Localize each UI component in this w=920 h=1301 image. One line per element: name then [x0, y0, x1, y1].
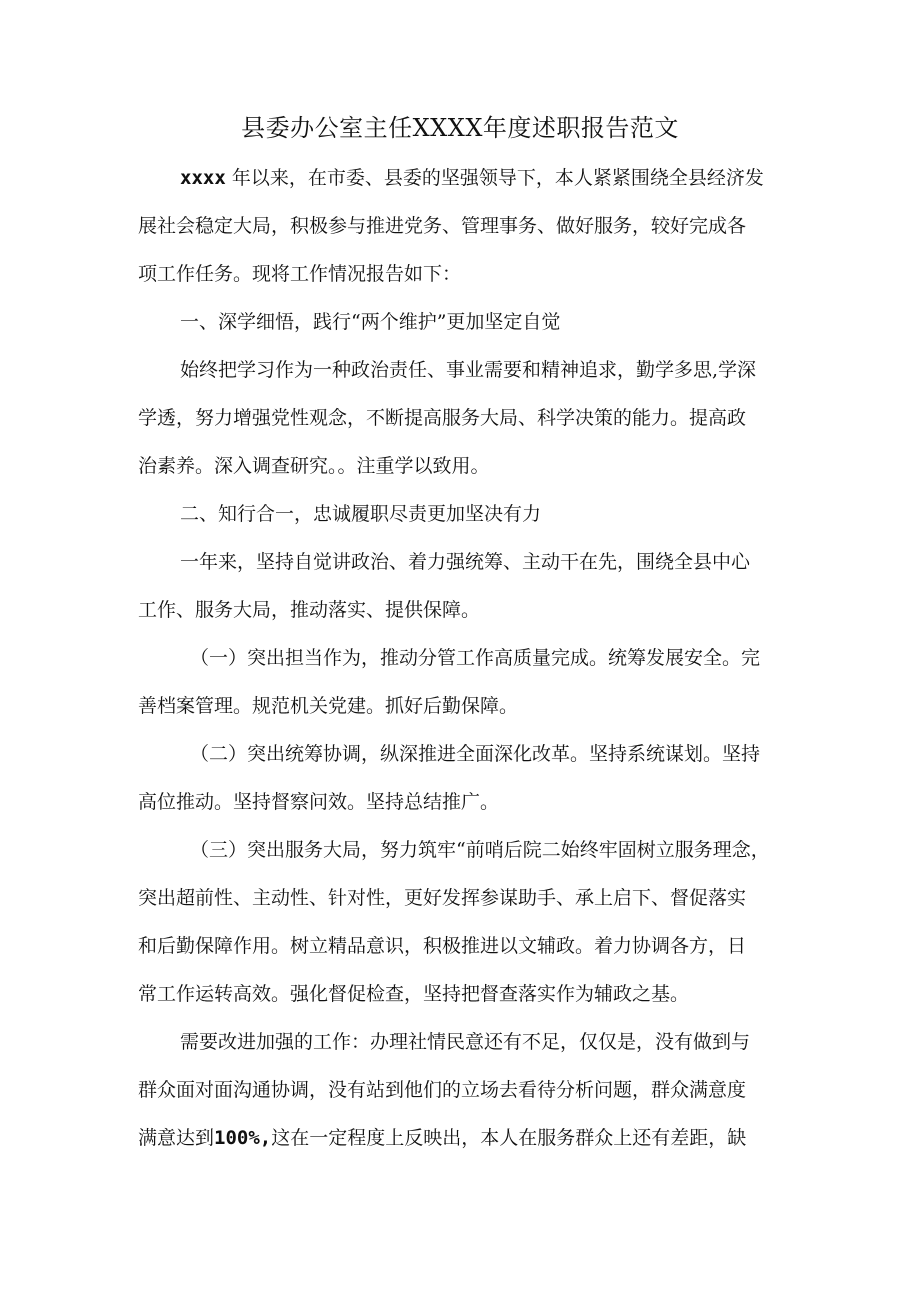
- section-2-line-1: 一年来，坚持自觉讲政治、着力强统筹、主动干在先，围绕全县中心: [180, 551, 751, 573]
- subsection-2-line-2: 高位推动。坚持督察问效。坚持总结推广。: [138, 791, 500, 813]
- section-1-line-3: 治素养。深入调查研究。。注重学以致用。: [138, 455, 490, 477]
- satisfaction-value: 100%,: [214, 1127, 272, 1149]
- subsection-2-line-1: （二）突出统筹协调，纵深推进全面深化改革。坚持系统谋划。坚持: [190, 743, 761, 765]
- subsection-3-line-4: 常工作运转高效。强化督促检查，坚持把督查落实作为辅政之基。: [138, 983, 690, 1005]
- intro-line-2: 展社会稳定大局，积极参与推进党务、管理事务、做好服务，较好完成各: [138, 215, 747, 237]
- subsection-1-line-1: （一）突出担当作为，推动分管工作高质量完成。统筹发展安全。完: [190, 647, 761, 669]
- improve-line-3-suffix: 这在一定程度上反映出，本人在服务群众上还有差距，缺: [271, 1127, 747, 1149]
- intro-line-1: [180, 163, 764, 193]
- improve-line-3: [138, 1123, 746, 1153]
- section-1-line-2: 学透，努力增强党性观念，不断提高服务大局、科学决策的能力。提高政: [138, 407, 747, 429]
- subsection-3-line-3: 和后勤保障作用。树立精品意识，积极推进以文辅政。着力协调各方，日: [138, 935, 747, 957]
- subsection-3-line-2: 突出超前性、主动性、针对性，更好发挥参谋助手、承上启下、督促落实: [138, 887, 747, 909]
- section-1-line-1: 始终把学习作为一种政治责任、事业需要和精神追求，勤学多思,学深: [180, 359, 757, 381]
- section-2-heading: 二、知行合一，忠诚履职尽责更加坚决有力: [180, 503, 542, 525]
- intro-year-token: xxxx: [180, 167, 226, 189]
- subsection-1-line-2: 善档案管理。规范机关党建。抓好后勤保障。: [138, 695, 519, 717]
- section-1-heading: 一、深学细悟，践行“两个维护”更加坚定自觉: [180, 311, 561, 333]
- improve-line-1: 需要改进加强的工作：办理社情民意还有不足，仅仅是，没有做到与: [180, 1031, 751, 1053]
- section-2-line-2: 工作、服务大局，推动落实、提供保障。: [138, 599, 481, 621]
- intro-line-3: 项工作任务。现将工作情况报告如下：: [138, 263, 462, 285]
- document-title: 县委办公室主任XXXX年度述职报告范文: [241, 114, 679, 142]
- improve-line-3-prefix: 满意达到: [138, 1127, 215, 1149]
- improve-line-2: 群众面对面沟通协调，没有站到他们的立场去看待分析问题，群众满意度: [138, 1079, 747, 1101]
- subsection-3-line-1: （三）突出服务大局，努力筑牢“前哨后院二始终牢固树立服务理念，: [190, 839, 770, 861]
- intro-line-1-text: 年以来，在市委、县委的坚强领导下，本人紧紧围绕全县经济发: [231, 167, 764, 189]
